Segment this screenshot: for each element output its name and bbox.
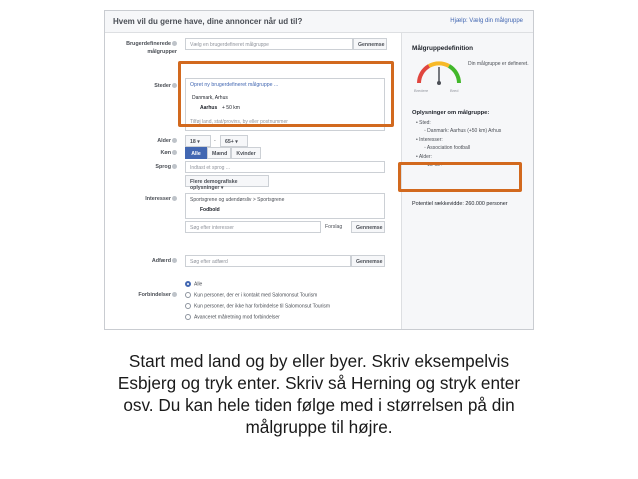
radio-selected-icon [185,281,191,287]
connections-option-all[interactable]: Alle [185,281,202,287]
location-city[interactable]: Aarhus [200,105,218,111]
interests-box [185,193,385,219]
interests-browse-button[interactable]: Gennemse [351,221,385,233]
gender-label: Køn [117,150,177,156]
audience-header [105,11,533,33]
language-input[interactable]: Indtast et sprog ... [185,161,385,173]
potential-reach: Potentiel rækkevidde: 260.000 personer [412,201,508,207]
reach-highlight-frame [398,162,522,192]
audience-definition-title: Målgruppedefinition [412,45,474,52]
help-link[interactable]: Hjælp: Vælg din målgruppe [450,18,523,24]
custom-audience-label: Brugerdefinerede [117,41,177,47]
custom-audience-label-line2: målgrupper [147,49,177,55]
location-country: Danmark, Arhus [192,95,228,101]
location-radius[interactable]: + 50 km [222,105,240,111]
age-dash: - [214,138,216,144]
custom-audience-input[interactable]: Vælg en brugerdefineret målgruppe [185,38,353,50]
locations-label: Steder [117,83,177,89]
behavior-search-input[interactable]: Søg efter adfærd [185,255,351,267]
location-search-input[interactable]: Tilføj land, stat/provins, by eller postnummer [190,119,288,125]
help-icon[interactable] [172,150,177,155]
more-demographics-button[interactable]: Flere demografiske oplysninger ▾ [185,175,269,187]
connections-label: Forbindelser [117,292,177,298]
radio-icon [185,314,191,320]
connections-option-not-connected[interactable]: Kun personer, der ikke har forbindelse til Salomonsut Tourism [185,303,330,309]
radio-icon [185,292,191,298]
gauge-note: Din målgruppe er defineret. [468,61,529,67]
custom-audience-browse-button[interactable]: Gennemse [353,38,387,50]
caption-line-1: Start med land og by eller byer. Skriv eksempelvis [128,351,510,371]
chevron-down-icon: ▾ [220,185,224,191]
chevron-down-icon: ▾ [197,139,200,145]
detail-line: • Sted: [416,120,431,126]
detail-line: ◦ Association football [424,145,470,151]
interests-label: Interesser [117,196,177,202]
behavior-label: Adfærd [117,258,177,264]
caption-line-4: målgruppe til højre. [245,417,393,437]
audience-gauge-icon [414,57,464,87]
detail-line: • Alder: [416,154,432,160]
gauge-label-right: Bred [450,88,459,93]
help-icon[interactable] [172,83,177,88]
help-icon[interactable] [172,138,177,143]
age-label: Alder [117,138,177,144]
interest-tag[interactable]: Fodbold [200,207,220,213]
help-icon[interactable] [172,41,177,46]
detail-line: ◦ Danmark: Aarhus (+50 km) Arhus [424,128,502,134]
gender-men-button[interactable]: Mænd [207,147,231,159]
detail-line: • Interesser: [416,137,443,143]
interest-category-path: Sportsgrene og udendørsliv > Sportsgrene [190,197,285,203]
interests-search-input[interactable]: Søg efter interesser [185,221,321,233]
gender-women-button[interactable]: Kvinder [231,147,261,159]
connections-option-connected[interactable]: Kun personer, der er i kontakt med Salomonsut Tourism [185,292,317,298]
help-icon[interactable] [172,292,177,297]
language-label: Sprog [117,164,177,170]
connections-option-advanced[interactable]: Avanceret målretning mod forbindelser [185,314,280,320]
instruction-caption [0,350,638,438]
age-max-select[interactable]: 65+ ▾ [220,135,248,147]
detail-line: ◦ 18-65+ [424,162,443,168]
audience-details-title: Oplysninger om målgruppe: [412,110,490,116]
behavior-browse-button[interactable]: Gennemse [351,255,385,267]
caption-line-3: osv. Du kan hele tiden følge med i størrelsen på din [123,395,515,415]
help-icon[interactable] [172,258,177,263]
locations-highlight-frame [178,61,394,127]
gauge-label-left: Bredere [414,88,429,93]
audience-question-title: Hvem vil du gerne have, dine annoncer når ud til? [113,17,303,26]
gender-all-button[interactable]: Alle [185,147,207,159]
create-custom-audience-link[interactable]: Opret ny brugerdefineret målgruppe ... [190,82,279,88]
chevron-down-icon: ▾ [235,139,238,145]
help-icon[interactable] [172,196,177,201]
caption-line-2: Esbjerg og tryk enter. Skriv så Herning og stryk enter [117,373,521,393]
interests-suggestions-link[interactable]: Forslag [325,224,343,230]
age-min-select[interactable]: 18 ▾ [185,135,211,147]
help-icon[interactable] [172,164,177,169]
radio-icon [185,303,191,309]
